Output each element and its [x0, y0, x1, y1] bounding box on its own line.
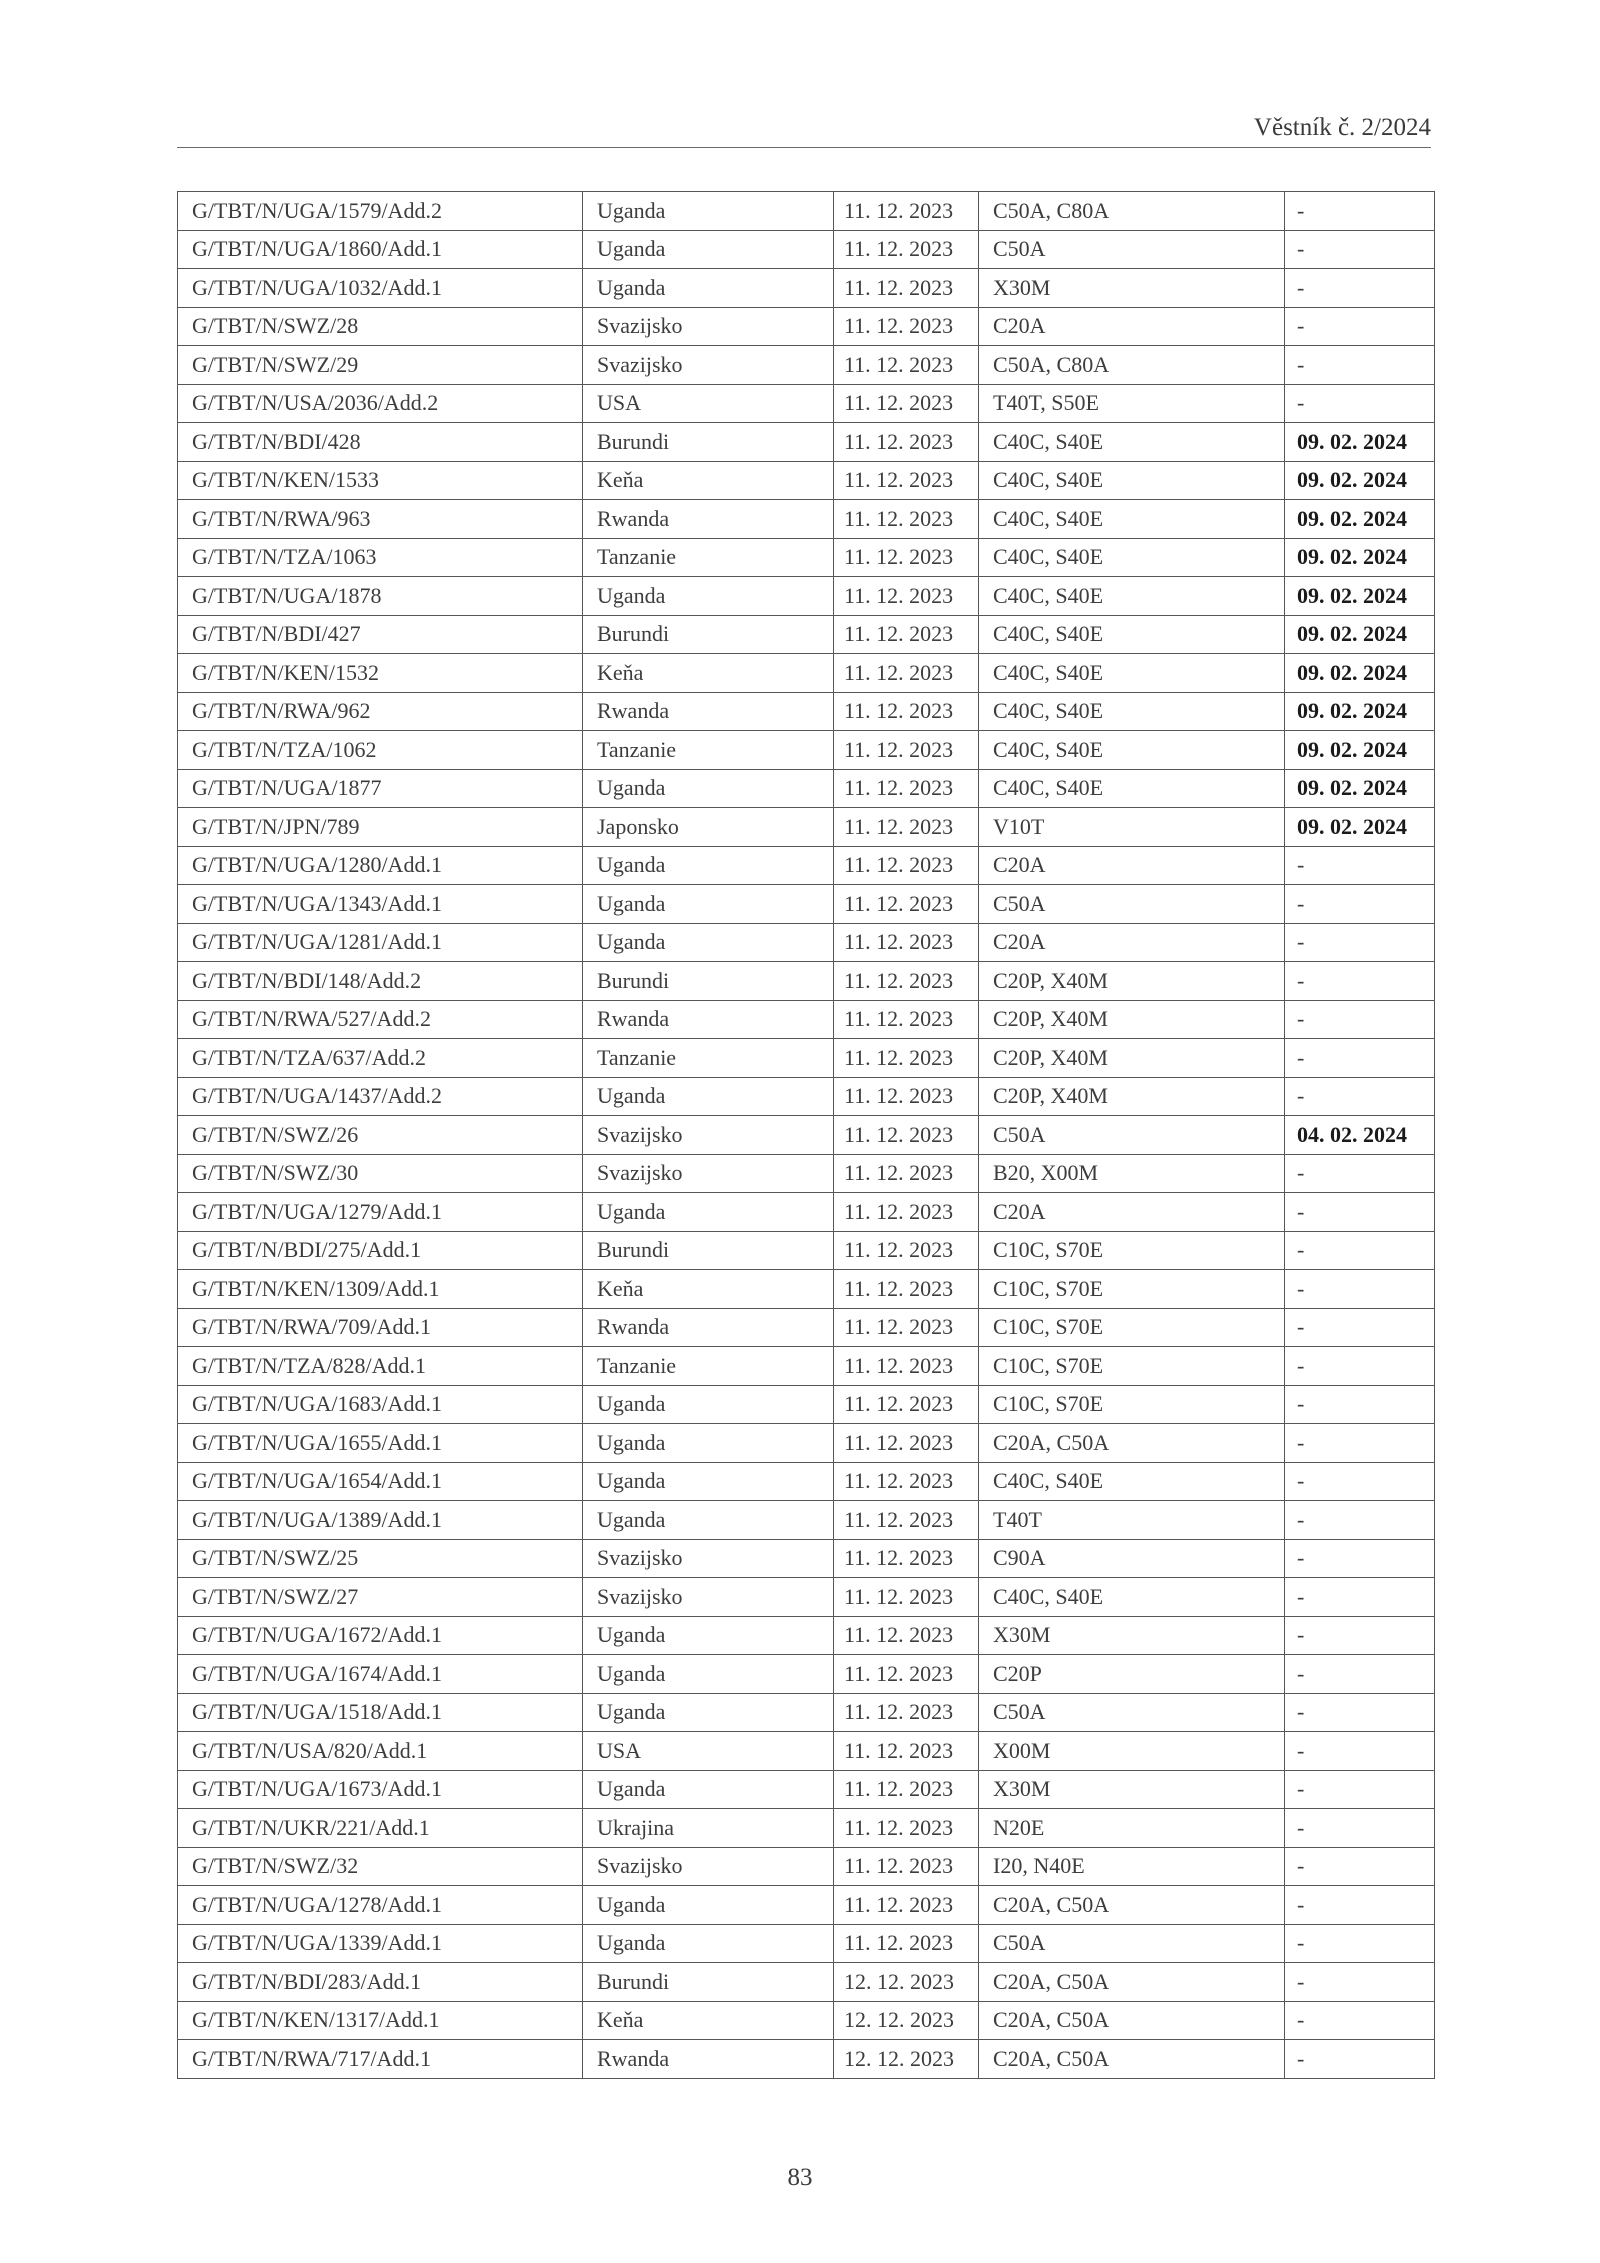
table-row	[178, 1655, 1435, 1694]
classification-cell: C10C, S70E	[979, 1347, 1285, 1386]
classification-cell: C50A	[979, 1924, 1285, 1963]
date-cell: 12. 12. 2023	[834, 2001, 979, 2040]
country-cell: Uganda	[583, 1693, 834, 1732]
notification-code-cell: G/TBT/N/SWZ/26	[178, 1116, 583, 1155]
table-row	[178, 269, 1435, 308]
table-row	[178, 731, 1435, 770]
classification-cell: C10C, S70E	[979, 1308, 1285, 1347]
table-row	[178, 1616, 1435, 1655]
table-row	[178, 384, 1435, 423]
country-cell: Uganda	[583, 1770, 834, 1809]
notification-code-cell: G/TBT/N/RWA/962	[178, 692, 583, 731]
deadline-cell: -	[1285, 1539, 1435, 1578]
classification-cell: C50A, C80A	[979, 346, 1285, 385]
date-cell: 11. 12. 2023	[834, 1000, 979, 1039]
classification-cell: C50A	[979, 1116, 1285, 1155]
classification-cell: C40C, S40E	[979, 615, 1285, 654]
deadline-cell: -	[1285, 346, 1435, 385]
country-cell: Tanzanie	[583, 538, 834, 577]
table-row	[178, 1924, 1435, 1963]
page-header	[177, 110, 1431, 148]
table-row	[178, 1578, 1435, 1617]
date-cell: 11. 12. 2023	[834, 461, 979, 500]
country-cell: Svazijsko	[583, 1116, 834, 1155]
country-cell: Uganda	[583, 1462, 834, 1501]
classification-cell: C40C, S40E	[979, 731, 1285, 770]
table-row	[178, 1963, 1435, 2002]
country-cell: Rwanda	[583, 2040, 834, 2079]
deadline-cell: -	[1285, 1963, 1435, 2002]
deadline-cell: -	[1285, 1193, 1435, 1232]
deadline-cell: -	[1285, 1308, 1435, 1347]
date-cell: 11. 12. 2023	[834, 1539, 979, 1578]
notification-code-cell: G/TBT/N/SWZ/29	[178, 346, 583, 385]
table-row	[178, 962, 1435, 1001]
date-cell: 11. 12. 2023	[834, 1847, 979, 1886]
classification-cell: C20A, C50A	[979, 1424, 1285, 1463]
table-row	[178, 461, 1435, 500]
date-cell: 11. 12. 2023	[834, 1424, 979, 1463]
table-row	[178, 230, 1435, 269]
notification-code-cell: G/TBT/N/UGA/1518/Add.1	[178, 1693, 583, 1732]
country-cell: Japonsko	[583, 808, 834, 847]
table-row	[178, 1693, 1435, 1732]
country-cell: Rwanda	[583, 692, 834, 731]
date-cell: 11. 12. 2023	[834, 1501, 979, 1540]
notification-code-cell: G/TBT/N/UGA/1672/Add.1	[178, 1616, 583, 1655]
date-cell: 11. 12. 2023	[834, 1231, 979, 1270]
table-row	[178, 192, 1435, 231]
classification-cell: C10C, S70E	[979, 1385, 1285, 1424]
deadline-cell: 09. 02. 2024	[1285, 769, 1435, 808]
country-cell: Svazijsko	[583, 1154, 834, 1193]
date-cell: 11. 12. 2023	[834, 230, 979, 269]
country-cell: Uganda	[583, 577, 834, 616]
country-cell: Burundi	[583, 962, 834, 1001]
table-row	[178, 769, 1435, 808]
country-cell: Uganda	[583, 1385, 834, 1424]
table-row	[178, 1809, 1435, 1848]
deadline-cell: -	[1285, 1154, 1435, 1193]
country-cell: Uganda	[583, 846, 834, 885]
date-cell: 11. 12. 2023	[834, 1116, 979, 1155]
deadline-cell: -	[1285, 192, 1435, 231]
deadline-cell: -	[1285, 1655, 1435, 1694]
country-cell: USA	[583, 384, 834, 423]
date-cell: 11. 12. 2023	[834, 962, 979, 1001]
deadline-cell: -	[1285, 885, 1435, 924]
page-number: 83	[787, 2164, 813, 2191]
deadline-cell: 09. 02. 2024	[1285, 423, 1435, 462]
date-cell: 11. 12. 2023	[834, 1578, 979, 1617]
classification-cell: C40C, S40E	[979, 692, 1285, 731]
notification-code-cell: G/TBT/N/USA/820/Add.1	[178, 1732, 583, 1771]
notification-code-cell: G/TBT/N/BDI/428	[178, 423, 583, 462]
classification-cell: C20A	[979, 307, 1285, 346]
table-row	[178, 1270, 1435, 1309]
deadline-cell: -	[1285, 1385, 1435, 1424]
deadline-cell: -	[1285, 230, 1435, 269]
deadline-cell: -	[1285, 1809, 1435, 1848]
table-row	[178, 423, 1435, 462]
notification-code-cell: G/TBT/N/KEN/1532	[178, 654, 583, 693]
classification-cell: C20A, C50A	[979, 1963, 1285, 2002]
date-cell: 11. 12. 2023	[834, 538, 979, 577]
country-cell: Uganda	[583, 885, 834, 924]
deadline-cell: -	[1285, 1231, 1435, 1270]
classification-cell: C20A	[979, 923, 1285, 962]
deadline-cell: -	[1285, 2001, 1435, 2040]
notification-code-cell: G/TBT/N/BDI/283/Add.1	[178, 1963, 583, 2002]
date-cell: 11. 12. 2023	[834, 846, 979, 885]
country-cell: Keňa	[583, 1270, 834, 1309]
date-cell: 11. 12. 2023	[834, 307, 979, 346]
country-cell: Tanzanie	[583, 1039, 834, 1078]
date-cell: 11. 12. 2023	[834, 346, 979, 385]
date-cell: 12. 12. 2023	[834, 2040, 979, 2079]
notification-code-cell: G/TBT/N/RWA/963	[178, 500, 583, 539]
date-cell: 11. 12. 2023	[834, 1039, 979, 1078]
notifications-table-body	[178, 192, 1435, 2079]
table-row	[178, 654, 1435, 693]
country-cell: Keňa	[583, 2001, 834, 2040]
country-cell: Uganda	[583, 1924, 834, 1963]
classification-cell: C20A	[979, 1193, 1285, 1232]
deadline-cell: -	[1285, 923, 1435, 962]
classification-cell: C90A	[979, 1539, 1285, 1578]
table-row	[178, 1116, 1435, 1155]
classification-cell: C20P, X40M	[979, 1039, 1285, 1078]
notification-code-cell: G/TBT/N/BDI/427	[178, 615, 583, 654]
deadline-cell: 09. 02. 2024	[1285, 461, 1435, 500]
date-cell: 11. 12. 2023	[834, 1154, 979, 1193]
date-cell: 11. 12. 2023	[834, 1770, 979, 1809]
deadline-cell: -	[1285, 1424, 1435, 1463]
notification-code-cell: G/TBT/N/UGA/1437/Add.2	[178, 1077, 583, 1116]
table-row	[178, 1462, 1435, 1501]
table-row	[178, 1847, 1435, 1886]
table-row	[178, 1039, 1435, 1078]
notification-code-cell: G/TBT/N/SWZ/30	[178, 1154, 583, 1193]
classification-cell: C20A	[979, 846, 1285, 885]
notification-code-cell: G/TBT/N/UGA/1674/Add.1	[178, 1655, 583, 1694]
notification-code-cell: G/TBT/N/SWZ/27	[178, 1578, 583, 1617]
table-row	[178, 885, 1435, 924]
classification-cell: C40C, S40E	[979, 461, 1285, 500]
date-cell: 11. 12. 2023	[834, 1462, 979, 1501]
table-row	[178, 1385, 1435, 1424]
date-cell: 11. 12. 2023	[834, 192, 979, 231]
deadline-cell: 09. 02. 2024	[1285, 500, 1435, 539]
date-cell: 11. 12. 2023	[834, 1924, 979, 1963]
country-cell: Keňa	[583, 654, 834, 693]
classification-cell: X30M	[979, 1616, 1285, 1655]
date-cell: 11. 12. 2023	[834, 1886, 979, 1925]
country-cell: Uganda	[583, 769, 834, 808]
deadline-cell: -	[1285, 1501, 1435, 1540]
deadline-cell: -	[1285, 962, 1435, 1001]
notification-code-cell: G/TBT/N/KEN/1317/Add.1	[178, 2001, 583, 2040]
deadline-cell: -	[1285, 1616, 1435, 1655]
date-cell: 11. 12. 2023	[834, 384, 979, 423]
table-row	[178, 1000, 1435, 1039]
notification-code-cell: G/TBT/N/UGA/1389/Add.1	[178, 1501, 583, 1540]
notification-code-cell: G/TBT/N/UGA/1343/Add.1	[178, 885, 583, 924]
country-cell: Ukrajina	[583, 1809, 834, 1848]
table-row	[178, 1732, 1435, 1771]
country-cell: Svazijsko	[583, 346, 834, 385]
date-cell: 11. 12. 2023	[834, 692, 979, 731]
classification-cell: C50A	[979, 1693, 1285, 1732]
country-cell: Burundi	[583, 615, 834, 654]
date-cell: 11. 12. 2023	[834, 1347, 979, 1386]
country-cell: Rwanda	[583, 1308, 834, 1347]
deadline-cell: -	[1285, 1000, 1435, 1039]
country-cell: Uganda	[583, 1655, 834, 1694]
table-row	[178, 1193, 1435, 1232]
notification-code-cell: G/TBT/N/UGA/1673/Add.1	[178, 1770, 583, 1809]
table-row	[178, 1077, 1435, 1116]
classification-cell: C20P, X40M	[979, 962, 1285, 1001]
deadline-cell: -	[1285, 1693, 1435, 1732]
classification-cell: N20E	[979, 1809, 1285, 1848]
classification-cell: C20A, C50A	[979, 2001, 1285, 2040]
notification-code-cell: G/TBT/N/TZA/1063	[178, 538, 583, 577]
table-row	[178, 1308, 1435, 1347]
classification-cell: C20P	[979, 1655, 1285, 1694]
date-cell: 11. 12. 2023	[834, 269, 979, 308]
deadline-cell: -	[1285, 269, 1435, 308]
table-row	[178, 538, 1435, 577]
classification-cell: C10C, S70E	[979, 1231, 1285, 1270]
date-cell: 11. 12. 2023	[834, 577, 979, 616]
notification-code-cell: G/TBT/N/UGA/1278/Add.1	[178, 1886, 583, 1925]
date-cell: 11. 12. 2023	[834, 500, 979, 539]
country-cell: Svazijsko	[583, 1539, 834, 1578]
classification-cell: C20A, C50A	[979, 2040, 1285, 2079]
notification-code-cell: G/TBT/N/KEN/1309/Add.1	[178, 1270, 583, 1309]
date-cell: 11. 12. 2023	[834, 1270, 979, 1309]
date-cell: 11. 12. 2023	[834, 808, 979, 847]
country-cell: Uganda	[583, 1193, 834, 1232]
classification-cell: X30M	[979, 1770, 1285, 1809]
country-cell: Burundi	[583, 1963, 834, 2002]
deadline-cell: 09. 02. 2024	[1285, 692, 1435, 731]
classification-cell: X30M	[979, 269, 1285, 308]
notification-code-cell: G/TBT/N/UGA/1339/Add.1	[178, 1924, 583, 1963]
date-cell: 11. 12. 2023	[834, 1616, 979, 1655]
classification-cell: C20P, X40M	[979, 1000, 1285, 1039]
date-cell: 11. 12. 2023	[834, 923, 979, 962]
date-cell: 11. 12. 2023	[834, 423, 979, 462]
notification-code-cell: G/TBT/N/UGA/1877	[178, 769, 583, 808]
notification-code-cell: G/TBT/N/USA/2036/Add.2	[178, 384, 583, 423]
table-row	[178, 1424, 1435, 1463]
notification-code-cell: G/TBT/N/TZA/1062	[178, 731, 583, 770]
date-cell: 12. 12. 2023	[834, 1963, 979, 2002]
notifications-table	[177, 191, 1435, 2079]
table-row	[178, 1231, 1435, 1270]
deadline-cell: -	[1285, 1462, 1435, 1501]
country-cell: Uganda	[583, 1077, 834, 1116]
classification-cell: C40C, S40E	[979, 769, 1285, 808]
table-row	[178, 692, 1435, 731]
country-cell: Rwanda	[583, 500, 834, 539]
country-cell: Svazijsko	[583, 1578, 834, 1617]
classification-cell: C40C, S40E	[979, 1578, 1285, 1617]
country-cell: Uganda	[583, 1501, 834, 1540]
table-row	[178, 2001, 1435, 2040]
deadline-cell: 09. 02. 2024	[1285, 577, 1435, 616]
classification-cell: C10C, S70E	[979, 1270, 1285, 1309]
table-row	[178, 346, 1435, 385]
classification-cell: C50A, C80A	[979, 192, 1285, 231]
table-row	[178, 615, 1435, 654]
table-row	[178, 1347, 1435, 1386]
notification-code-cell: G/TBT/N/UGA/1032/Add.1	[178, 269, 583, 308]
classification-cell: C40C, S40E	[979, 1462, 1285, 1501]
deadline-cell: -	[1285, 1347, 1435, 1386]
notification-code-cell: G/TBT/N/SWZ/25	[178, 1539, 583, 1578]
notification-code-cell: G/TBT/N/UGA/1683/Add.1	[178, 1385, 583, 1424]
classification-cell: C40C, S40E	[979, 654, 1285, 693]
notification-code-cell: G/TBT/N/RWA/717/Add.1	[178, 2040, 583, 2079]
date-cell: 11. 12. 2023	[834, 885, 979, 924]
notification-code-cell: G/TBT/N/UGA/1654/Add.1	[178, 1462, 583, 1501]
notification-code-cell: G/TBT/N/UGA/1280/Add.1	[178, 846, 583, 885]
classification-cell: B20, X00M	[979, 1154, 1285, 1193]
deadline-cell: -	[1285, 1077, 1435, 1116]
deadline-cell: -	[1285, 1847, 1435, 1886]
classification-cell: C40C, S40E	[979, 500, 1285, 539]
notification-code-cell: G/TBT/N/TZA/637/Add.2	[178, 1039, 583, 1078]
deadline-cell: 09. 02. 2024	[1285, 808, 1435, 847]
classification-cell: C40C, S40E	[979, 423, 1285, 462]
table-row	[178, 1886, 1435, 1925]
classification-cell: T40T	[979, 1501, 1285, 1540]
notification-code-cell: G/TBT/N/KEN/1533	[178, 461, 583, 500]
classification-cell: C50A	[979, 230, 1285, 269]
date-cell: 11. 12. 2023	[834, 769, 979, 808]
classification-cell: V10T	[979, 808, 1285, 847]
notification-code-cell: G/TBT/N/JPN/789	[178, 808, 583, 847]
deadline-cell: 09. 02. 2024	[1285, 538, 1435, 577]
country-cell: Uganda	[583, 269, 834, 308]
deadline-cell: -	[1285, 846, 1435, 885]
notification-code-cell: G/TBT/N/UGA/1655/Add.1	[178, 1424, 583, 1463]
country-cell: Uganda	[583, 923, 834, 962]
notification-code-cell: G/TBT/N/BDI/275/Add.1	[178, 1231, 583, 1270]
date-cell: 11. 12. 2023	[834, 1077, 979, 1116]
country-cell: Svazijsko	[583, 307, 834, 346]
table-row	[178, 500, 1435, 539]
classification-cell: I20, N40E	[979, 1847, 1285, 1886]
country-cell: Keňa	[583, 461, 834, 500]
country-cell: Uganda	[583, 1424, 834, 1463]
classification-cell: C50A	[979, 885, 1285, 924]
deadline-cell: 04. 02. 2024	[1285, 1116, 1435, 1155]
country-cell: Svazijsko	[583, 1847, 834, 1886]
date-cell: 11. 12. 2023	[834, 1655, 979, 1694]
deadline-cell: -	[1285, 1886, 1435, 1925]
notification-code-cell: G/TBT/N/BDI/148/Add.2	[178, 962, 583, 1001]
deadline-cell: 09. 02. 2024	[1285, 615, 1435, 654]
notification-code-cell: G/TBT/N/RWA/709/Add.1	[178, 1308, 583, 1347]
date-cell: 11. 12. 2023	[834, 1693, 979, 1732]
classification-cell: C20P, X40M	[979, 1077, 1285, 1116]
deadline-cell: -	[1285, 1270, 1435, 1309]
table-row	[178, 307, 1435, 346]
date-cell: 11. 12. 2023	[834, 1385, 979, 1424]
notification-code-cell: G/TBT/N/UKR/221/Add.1	[178, 1809, 583, 1848]
classification-cell: C40C, S40E	[979, 538, 1285, 577]
notification-code-cell: G/TBT/N/UGA/1860/Add.1	[178, 230, 583, 269]
classification-cell: T40T, S50E	[979, 384, 1285, 423]
bulletin-title: Věstník č. 2/2024	[1253, 114, 1431, 141]
classification-cell: X00M	[979, 1732, 1285, 1771]
table-row	[178, 808, 1435, 847]
deadline-cell: -	[1285, 1924, 1435, 1963]
deadline-cell: -	[1285, 307, 1435, 346]
table-row	[178, 1770, 1435, 1809]
country-cell: Uganda	[583, 192, 834, 231]
country-cell: Tanzanie	[583, 1347, 834, 1386]
deadline-cell: -	[1285, 384, 1435, 423]
deadline-cell: -	[1285, 1770, 1435, 1809]
table-row	[178, 1539, 1435, 1578]
deadline-cell: -	[1285, 2040, 1435, 2079]
table-row	[178, 577, 1435, 616]
notification-code-cell: G/TBT/N/UGA/1279/Add.1	[178, 1193, 583, 1232]
classification-cell: C20A, C50A	[979, 1886, 1285, 1925]
notification-code-cell: G/TBT/N/TZA/828/Add.1	[178, 1347, 583, 1386]
table-row	[178, 2040, 1435, 2079]
deadline-cell: -	[1285, 1039, 1435, 1078]
date-cell: 11. 12. 2023	[834, 1193, 979, 1232]
table-row	[178, 1154, 1435, 1193]
notification-code-cell: G/TBT/N/UGA/1579/Add.2	[178, 192, 583, 231]
table-row	[178, 846, 1435, 885]
date-cell: 11. 12. 2023	[834, 1732, 979, 1771]
notification-code-cell: G/TBT/N/SWZ/28	[178, 307, 583, 346]
notification-code-cell: G/TBT/N/UGA/1281/Add.1	[178, 923, 583, 962]
deadline-cell: -	[1285, 1578, 1435, 1617]
country-cell: Burundi	[583, 1231, 834, 1270]
notification-code-cell: G/TBT/N/UGA/1878	[178, 577, 583, 616]
date-cell: 11. 12. 2023	[834, 654, 979, 693]
date-cell: 11. 12. 2023	[834, 731, 979, 770]
table-row	[178, 1501, 1435, 1540]
notification-code-cell: G/TBT/N/SWZ/32	[178, 1847, 583, 1886]
date-cell: 11. 12. 2023	[834, 1809, 979, 1848]
date-cell: 11. 12. 2023	[834, 615, 979, 654]
table-row	[178, 923, 1435, 962]
deadline-cell: 09. 02. 2024	[1285, 731, 1435, 770]
date-cell: 11. 12. 2023	[834, 1308, 979, 1347]
deadline-cell: -	[1285, 1732, 1435, 1771]
country-cell: Rwanda	[583, 1000, 834, 1039]
country-cell: Tanzanie	[583, 731, 834, 770]
country-cell: Uganda	[583, 230, 834, 269]
deadline-cell: 09. 02. 2024	[1285, 654, 1435, 693]
notification-code-cell: G/TBT/N/RWA/527/Add.2	[178, 1000, 583, 1039]
classification-cell: C40C, S40E	[979, 577, 1285, 616]
country-cell: Uganda	[583, 1616, 834, 1655]
country-cell: USA	[583, 1732, 834, 1771]
country-cell: Burundi	[583, 423, 834, 462]
country-cell: Uganda	[583, 1886, 834, 1925]
